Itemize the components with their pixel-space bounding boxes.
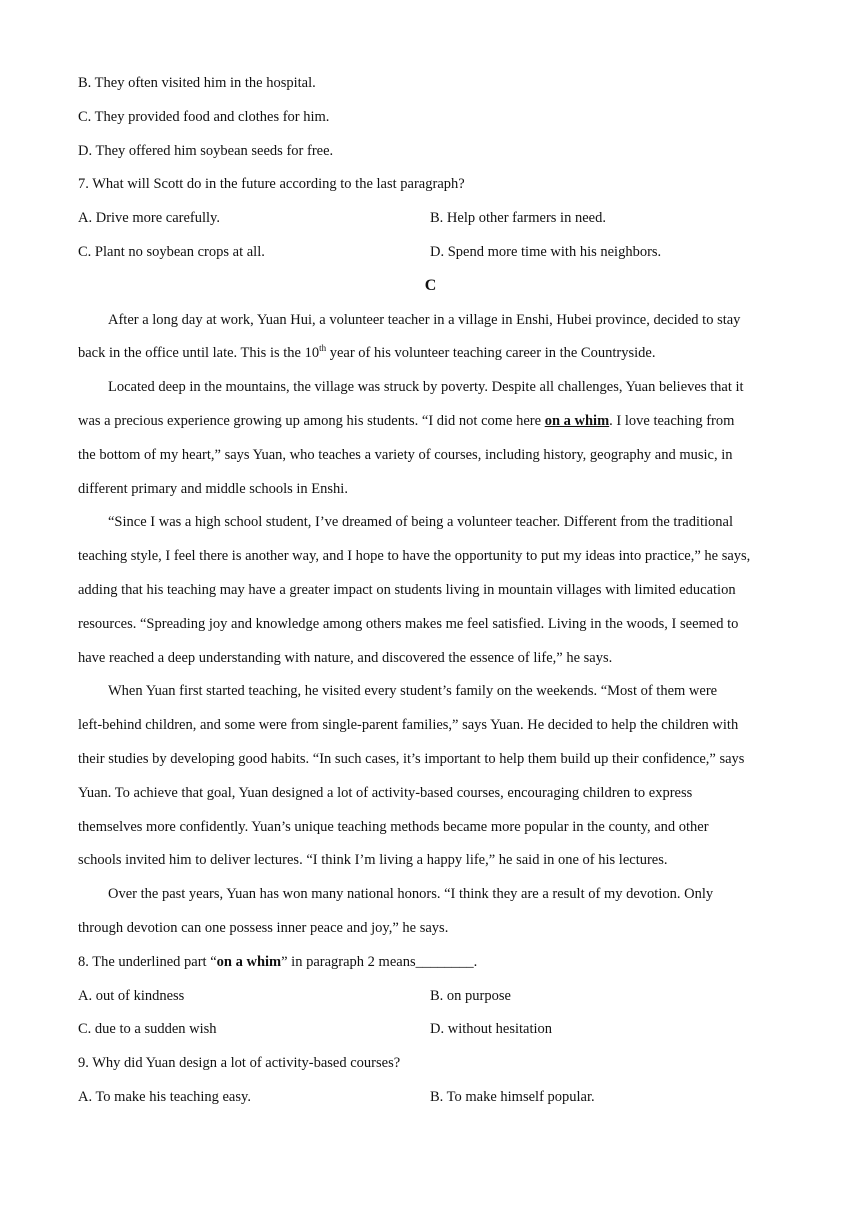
text-segment: back in the office until late. This is the 10 <box>78 345 320 362</box>
bold-phrase: on a whim <box>216 953 282 970</box>
passage-line: adding that his teaching may have a greater impact on students living in mountain villages with limited education <box>78 581 736 598</box>
q8-question <box>78 951 783 985</box>
text-segment: ” in paragraph 2 means________. <box>281 953 478 970</box>
q7-options-row-2 <box>78 241 783 275</box>
q9-question: 9. Why did Yuan design a lot of activity-based courses? <box>78 1055 401 1072</box>
passage-line: Located deep in the mountains, the village was struck by poverty. Despite all challenges, Yuan believes that it <box>108 379 744 396</box>
q6-option-c: C. They provided food and clothes for him. <box>78 108 330 125</box>
exam-page <box>78 72 783 1120</box>
q6-option-b: B. They often visited him in the hospital. <box>78 75 316 91</box>
passage-line: have reached a deep understanding with nature, and discovered the essence of life,” he says. <box>78 649 613 666</box>
passage-line: teaching style, I feel there is another way, and I hope to have the opportunity to put my ideas into practice,” he says, <box>78 548 751 565</box>
ordinal-superscript: th <box>319 343 327 354</box>
passage-line <box>78 342 783 376</box>
section-heading: C <box>424 276 437 294</box>
passage-line: the bottom of my heart,” says Yuan, who teaches a variety of courses, including history, geography and music, in <box>78 446 733 463</box>
q7-option-d: D. Spend more time with his neighbors. <box>430 243 662 260</box>
passage-line: left-behind children, and some were from single-parent families,” says Yuan. He decided to help the children with <box>78 717 739 734</box>
passage-line: through devotion can one possess inner peace and joy,” he says. <box>78 919 449 936</box>
q8-options-row-2 <box>78 1018 783 1052</box>
q7-option-a: A. Drive more carefully. <box>78 210 220 227</box>
passage-line: schools invited him to deliver lectures. “I think I’m living a happy life,” he said in one of his lectures. <box>78 852 668 869</box>
passage-line <box>78 410 783 444</box>
q8-option-d: D. without hesitation <box>430 1021 553 1038</box>
passage-line: resources. “Spreading joy and knowledge among others makes me feel satisfied. Living in the woods, I seemed to <box>78 615 739 632</box>
passage-line: Yuan. To achieve that goal, Yuan designed a lot of activity-based courses, encouraging children to express <box>78 784 693 801</box>
passage-line: “Since I was a high school student, I’ve dreamed of being a volunteer teacher. Different from the traditional <box>108 514 734 531</box>
passage-line: When Yuan first started teaching, he visited every student’s family on the weekends. “Most of them were <box>108 683 718 700</box>
text-segment: . I love teaching from <box>609 412 735 429</box>
text-segment: 8. The underlined part “ <box>78 953 217 970</box>
passage <box>78 309 783 951</box>
text-segment: was a precious experience growing up among his students. “I did not come here <box>78 412 545 429</box>
q8-option-c: C. due to a sudden wish <box>78 1021 217 1038</box>
passage-line: Over the past years, Yuan has won many national honors. “I think they are a result of my devotion. Only <box>108 886 714 903</box>
q7-option-b: B. Help other farmers in need. <box>430 210 606 227</box>
underlined-phrase: on a whim <box>544 412 610 429</box>
passage-line: themselves more confidently. Yuan’s unique teaching methods became more popular in the county, and other <box>78 818 709 835</box>
q8-options-row-1 <box>78 985 783 1019</box>
q7-question: 7. What will Scott do in the future according to the last paragraph? <box>78 176 465 193</box>
q7-options-row-1 <box>78 207 783 241</box>
q9-option-b: B. To make himself popular. <box>430 1088 595 1105</box>
q9-options-row-1 <box>78 1086 783 1120</box>
q7-option-c: C. Plant no soybean crops at all. <box>78 243 265 260</box>
q8-option-a: A. out of kindness <box>78 987 185 1004</box>
text-segment: year of his volunteer teaching career in the Countryside. <box>326 345 656 362</box>
q9-option-a: A. To make his teaching easy. <box>78 1088 251 1105</box>
q6-option-d: D. They offered him soybean seeds for free. <box>78 142 334 159</box>
passage-line: their studies by developing good habits. “In such cases, it’s important to help them build up their confidence,” says <box>78 750 745 767</box>
passage-line: different primary and middle schools in Enshi. <box>78 480 348 497</box>
q8-option-b: B. on purpose <box>430 987 511 1004</box>
passage-line: After a long day at work, Yuan Hui, a volunteer teacher in a village in Enshi, Hubei province, decided to stay <box>108 311 741 328</box>
